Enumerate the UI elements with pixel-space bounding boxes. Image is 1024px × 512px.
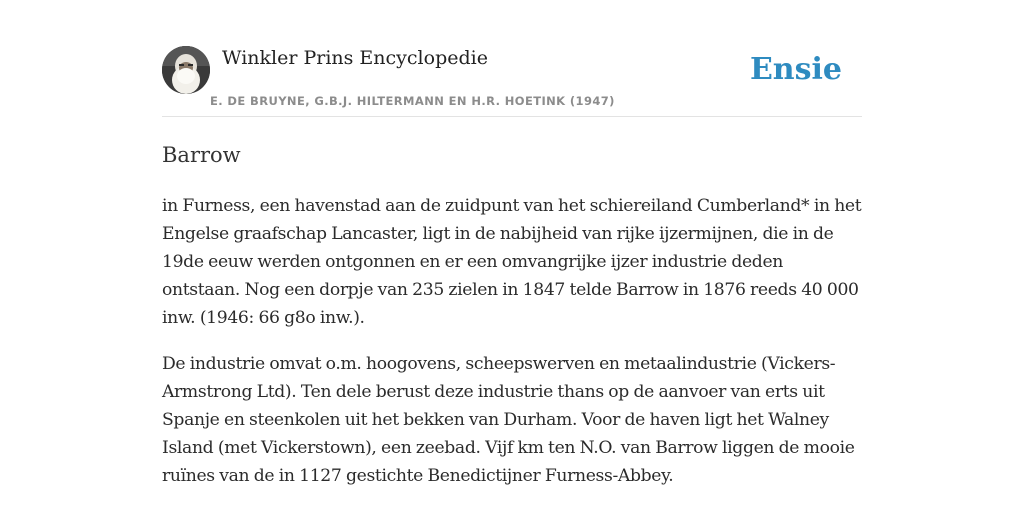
publication-title[interactable]: Winkler Prins Encyclopedie xyxy=(222,47,488,69)
entry-paragraph: in Furness, een havenstad aan de zuidpunt van het schiereiland Cumberland* in het Engelse graafschap Lancaster, ligt in de nabijheid van rijke ijzermijnen, die in de 19de eeuw werden ontgonnen en er een omvangrijke ijzer industrie deden ontstaan. Nog een dorpje van 235 zielen in 1847 telde Barrow in 1876 reeds 40 000 inw. (1946: 66 g8o inw.). xyxy=(162,196,862,328)
entry-title: Barrow xyxy=(162,143,241,167)
portrait-photo-icon xyxy=(162,46,210,94)
ensie-logo[interactable]: Ensie xyxy=(749,52,842,87)
page xyxy=(162,0,862,512)
publication-header xyxy=(162,46,862,117)
entry-body xyxy=(162,192,862,508)
entry-paragraph: De industrie omvat o.m. hoogovens, scheepswerven en metaalindustrie (Vickers-Armstrong Ltd). Ten dele berust deze industrie thans op de aanvoer van erts uit Spanje en steenkolen uit het bekken van Durham. Voor de haven ligt het Walney Island (met Vickerstown), een zeebad. Vijf km ten N.O. van Barrow liggen de mooie ruïnes van de in 1127 gestichte Benedictijner Furness-Abbey. xyxy=(162,354,855,486)
author-avatar[interactable] xyxy=(162,46,210,94)
publication-authors: E. DE BRUYNE, G.B.J. HILTERMANN EN H.R. HOETINK (1947) xyxy=(210,94,615,108)
